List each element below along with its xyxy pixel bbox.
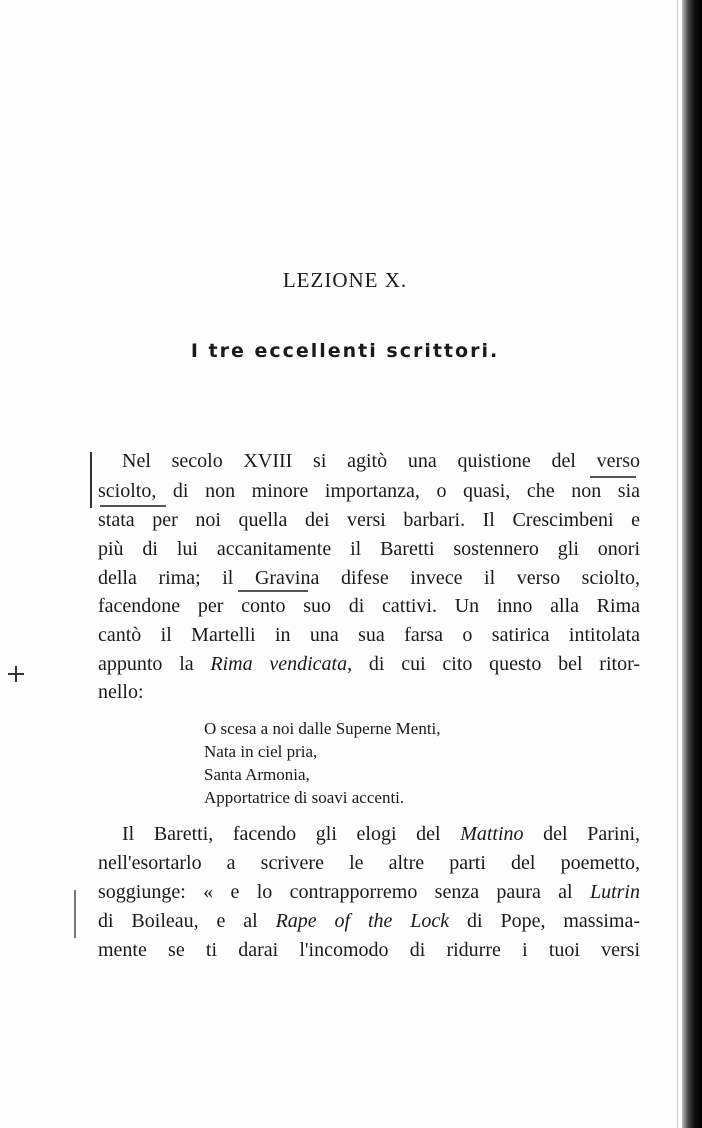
text-run: Il Baretti, facendo gli elogi del <box>122 823 461 845</box>
pencil-underline <box>238 590 308 592</box>
paragraph-1-line-7: cantò il Martelli in una sua farsa o satirica intitolata <box>98 624 640 646</box>
page-binding-shadow <box>682 0 702 1128</box>
pencil-underline <box>590 476 636 478</box>
text-run: soggiunge: « e lo contrapporremo senza paura al <box>98 881 590 903</box>
margin-pencil-mark <box>74 890 76 938</box>
paragraph-1-line-3: stata per noi quella dei versi barbari. Il Crescimbeni e <box>98 509 640 531</box>
paragraph-2-line-3 <box>98 881 640 904</box>
text-run: , di cui cito questo bel ritor- <box>347 653 641 675</box>
paragraph-2-line-4 <box>98 910 640 933</box>
paragraph-1-line-4: più di lui accanitamente il Baretti sostennero gli onori <box>98 538 640 560</box>
paragraph-1-line-1: Nel secolo XVIII si agitò una quistione del verso <box>122 450 640 472</box>
paragraph-2-line-2: nell'esortarlo a scrivere le altre parti del poemetto, <box>98 852 640 874</box>
italic-title: Rape of the Lock <box>275 910 450 932</box>
italic-title: Mattino <box>460 823 524 845</box>
text-run: appunto la <box>98 653 211 675</box>
paragraph-1-line-9: nello: <box>98 681 144 703</box>
text-run: di Boileau, e al <box>98 910 276 932</box>
paragraph-1-line-8 <box>98 653 640 676</box>
pencil-underline <box>100 505 166 507</box>
verse-line-1: O scesa a noi dalle Superne Menti, <box>204 719 441 738</box>
paragraph-1-line-2: sciolto, di non minore importanza, o quasi, che non sia <box>98 480 640 502</box>
paragraph-2-line-5: mente se ti darai l'incomodo di ridurre i tuoi versi <box>98 939 640 961</box>
italic-title: Lutrin <box>589 881 640 903</box>
paragraph-1-line-5: della rima; il Gravina difese invece il verso sciolto, <box>98 567 640 589</box>
italic-title: Rima vendicata <box>210 653 348 675</box>
chapter-heading: LEZIONE X. <box>282 268 408 292</box>
text-run: del Parini, <box>523 823 640 845</box>
paragraph-2-line-1 <box>122 823 640 846</box>
page-edge-line <box>677 0 678 1128</box>
verse-line-2: Nata in ciel pria, <box>204 742 318 761</box>
margin-cross-mark-vertical <box>15 666 17 682</box>
paragraph-1-line-6: facendone per conto suo di cattivi. Un inno alla Rima <box>98 595 640 617</box>
text-run: di Pope, massima- <box>449 910 640 932</box>
verse-line-4: Apportatrice di soavi accenti. <box>204 788 405 807</box>
verse-line-3: Santa Armonia, <box>204 765 310 784</box>
chapter-subtitle: I tre eccellenti scrittori. <box>190 340 500 362</box>
margin-bracket-mark <box>90 452 92 508</box>
